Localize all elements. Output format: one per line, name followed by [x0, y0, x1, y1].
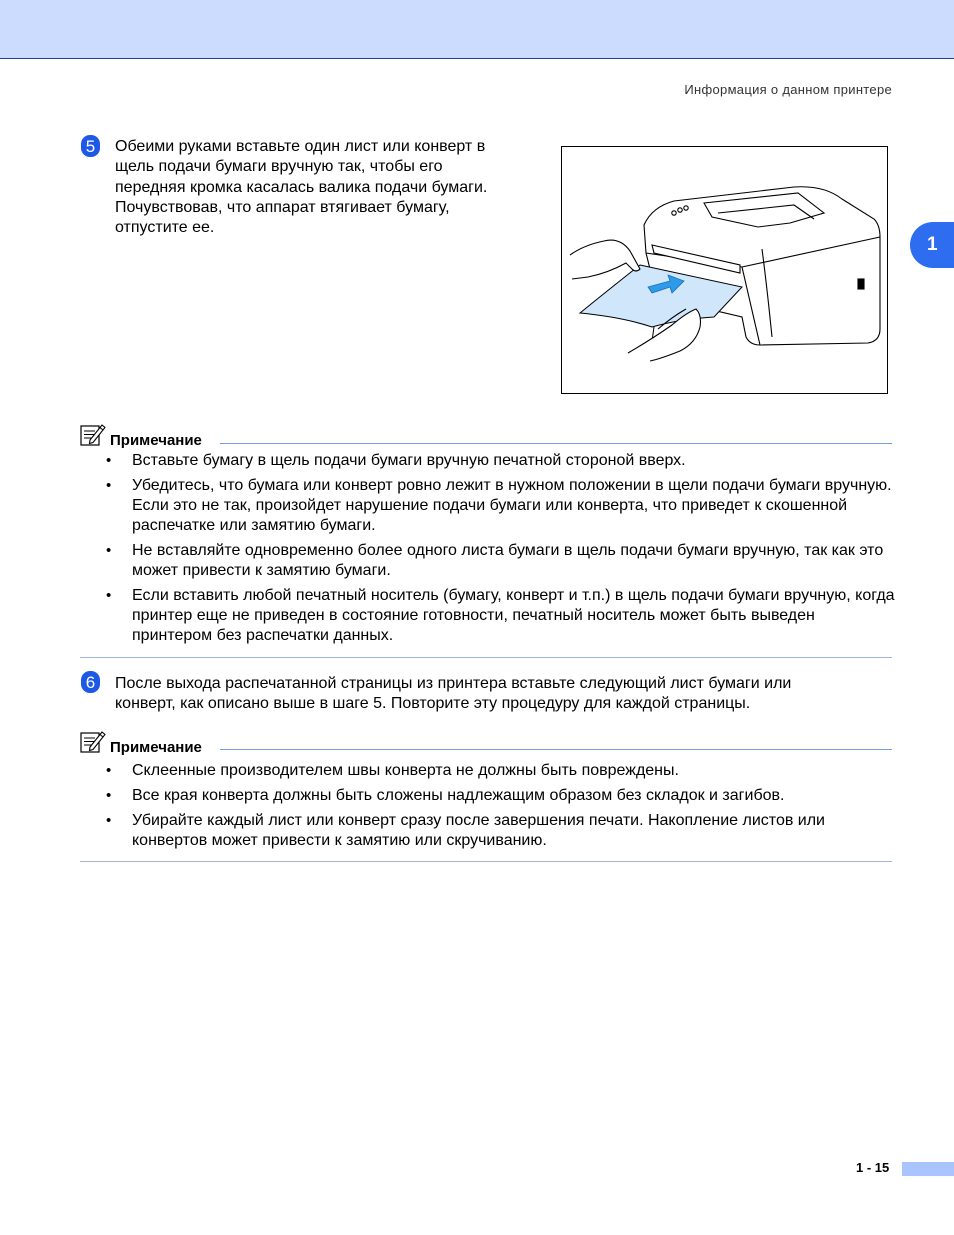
note-2-rule: [220, 749, 892, 750]
running-header-title: Информация о данном принтере: [684, 82, 892, 97]
list-item: • Не вставляйте одновременно более одного листа бумаги в щель подачи бумаги вручную, так как это может привести к замятию бумаги.: [106, 542, 884, 579]
step-5-text: Обеими руками вставьте один лист или конверт в щель подачи бумаги вручную так, чтобы его передняя кромка касалась валика подачи бумаги. Почувствовав, что аппарат втягивает бумагу, отпустите ее.: [115, 138, 488, 237]
list-item: • Убирайте каждый лист или конверт сразу после завершения печати. Накопление листов или конвертов может привести к замятию или скручиванию.: [106, 812, 825, 849]
bullet-dot: •: [106, 452, 112, 469]
note-1-rule: [220, 443, 892, 444]
bullet-dot: •: [106, 587, 112, 604]
list-item: • Убедитесь, что бумага или конверт ровно лежит в нужном положении в щели подачи бумаги вручную. Если это не так, произойдет нарушение подачи бумаги или конверта, что приведет к скошенной распечатке или замятию бумаги.: [106, 477, 892, 534]
bullet-dot: •: [106, 812, 112, 829]
printer-illustration: [561, 146, 888, 394]
list-item: • Если вставить любой печатный носитель (бумагу, конверт и т.п.) в щель подачи бумаги вручную, когда принтер еще не приведен в состояние готовности, печатный носитель может быть выведен принтером без распечатки данных.: [106, 587, 895, 644]
bullet-dot: •: [106, 787, 112, 804]
note-2-title: Примечание: [110, 739, 202, 756]
note-1-heading: [80, 423, 202, 447]
list-item: • Склеенные производителем швы конверта не должны быть повреждены.: [106, 762, 679, 779]
footer-tab: [902, 1162, 954, 1176]
printer-manual-feed-drawing: [562, 147, 887, 393]
step-6-text: После выхода распечатанной страницы из принтера вставьте следующий лист бумаги или конверт, как описано выше в шаге 5. Повторите эту процедуру для каждой страницы.: [115, 675, 792, 713]
step-5-badge: 5: [81, 135, 100, 157]
note-1-list: [106, 451, 896, 651]
top-header-band: [0, 0, 954, 59]
bullet-dot: •: [106, 762, 112, 779]
list-item: • Все края конверта должны быть сложены надлежащим образом без складок и загибов.: [106, 787, 785, 804]
bullet-dot: •: [106, 477, 112, 494]
chapter-tab[interactable]: [910, 222, 954, 268]
note-2-list: [106, 761, 896, 856]
chapter-tab-label: 1: [927, 234, 938, 255]
page-number: 1 - 15: [856, 1160, 890, 1175]
note-pencil-icon: [80, 730, 106, 754]
note-2-heading: [80, 730, 202, 754]
note-pencil-icon: [80, 423, 106, 447]
bullet-dot: •: [106, 542, 112, 559]
step-6-badge: 6: [81, 671, 100, 693]
power-switch: [858, 279, 864, 289]
note-2-bottom-rule: [80, 861, 892, 862]
note-1-bottom-rule: [80, 657, 892, 658]
note-1-title: Примечание: [110, 432, 202, 449]
list-item: • Вставьте бумагу в щель подачи бумаги вручную печатной стороной вверх.: [106, 452, 686, 469]
